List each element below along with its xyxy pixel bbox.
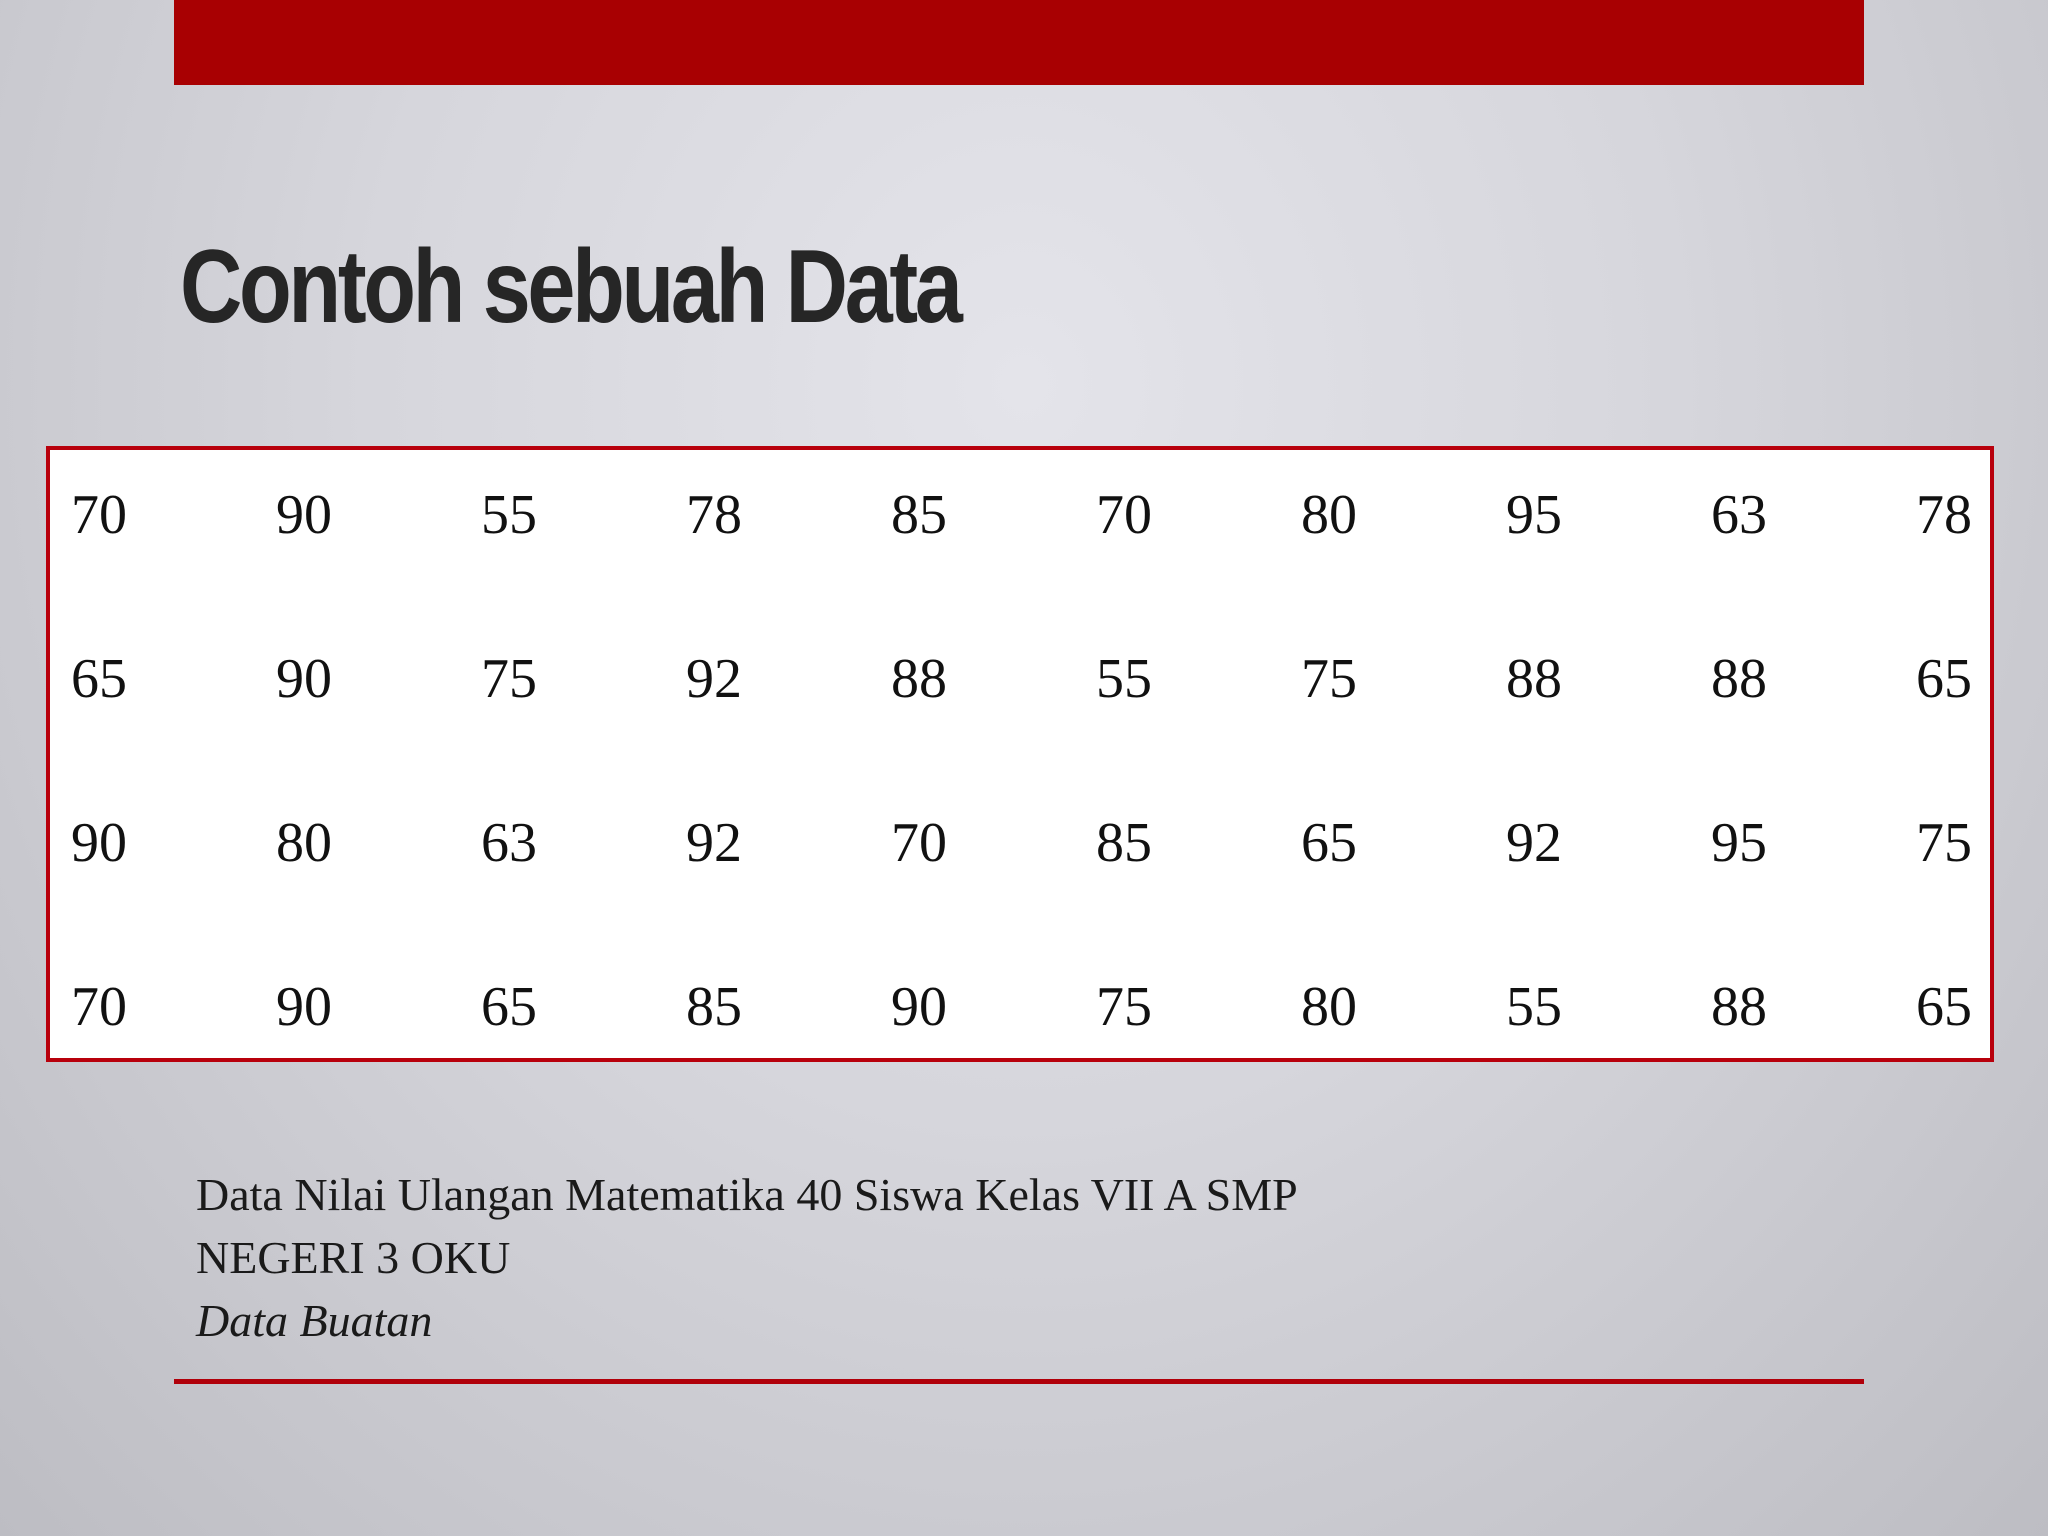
data-cell: 88 — [891, 648, 947, 710]
data-cell: 55 — [1096, 648, 1152, 710]
data-cell: 80 — [276, 812, 332, 874]
data-cell: 70 — [1096, 484, 1152, 546]
data-row — [50, 480, 1990, 550]
data-cell: 70 — [71, 976, 127, 1038]
data-cell: 95 — [1711, 812, 1767, 874]
top-accent-bar — [174, 0, 1864, 85]
data-cell: 70 — [71, 484, 127, 546]
data-cell: 92 — [1506, 812, 1562, 874]
data-cell: 65 — [481, 976, 537, 1038]
data-cell: 92 — [686, 812, 742, 874]
data-cell: 90 — [276, 976, 332, 1038]
data-cell: 80 — [1301, 976, 1357, 1038]
data-cell: 75 — [1096, 976, 1152, 1038]
data-cell: 63 — [1711, 484, 1767, 546]
data-cell: 90 — [276, 484, 332, 546]
data-cell: 90 — [276, 648, 332, 710]
caption-line: Data Nilai Ulangan Matematika 40 Siswa Kelas VII A SMP — [196, 1169, 1298, 1220]
data-cell: 78 — [1916, 484, 1972, 546]
data-cell: 65 — [71, 648, 127, 710]
data-cell: 85 — [1096, 812, 1152, 874]
data-cell: 92 — [686, 648, 742, 710]
data-cell: 75 — [481, 648, 537, 710]
data-cell: 65 — [1916, 648, 1972, 710]
data-cell: 80 — [1301, 484, 1357, 546]
data-table-box — [46, 446, 1994, 1062]
data-cell: 88 — [1711, 976, 1767, 1038]
data-cell: 95 — [1506, 484, 1562, 546]
caption-source: Data Buatan — [196, 1295, 433, 1346]
data-row — [50, 808, 1990, 878]
data-cell: 88 — [1711, 648, 1767, 710]
caption-line: NEGERI 3 OKU — [196, 1232, 511, 1283]
data-cell: 55 — [1506, 976, 1562, 1038]
data-cell: 75 — [1301, 648, 1357, 710]
data-cell: 70 — [891, 812, 947, 874]
data-cell: 65 — [1916, 976, 1972, 1038]
data-cell: 85 — [891, 484, 947, 546]
data-row — [50, 972, 1990, 1042]
data-row — [50, 644, 1990, 714]
bottom-divider-line — [174, 1379, 1864, 1384]
data-cell: 88 — [1506, 648, 1562, 710]
data-cell: 63 — [481, 812, 537, 874]
data-cell: 75 — [1916, 812, 1972, 874]
data-cell: 55 — [481, 484, 537, 546]
data-caption — [196, 1163, 1298, 1352]
data-cell: 65 — [1301, 812, 1357, 874]
data-cell: 78 — [686, 484, 742, 546]
slide-title: Contoh sebuah Data — [180, 229, 960, 345]
data-cell: 90 — [71, 812, 127, 874]
data-cell: 90 — [891, 976, 947, 1038]
data-cell: 85 — [686, 976, 742, 1038]
